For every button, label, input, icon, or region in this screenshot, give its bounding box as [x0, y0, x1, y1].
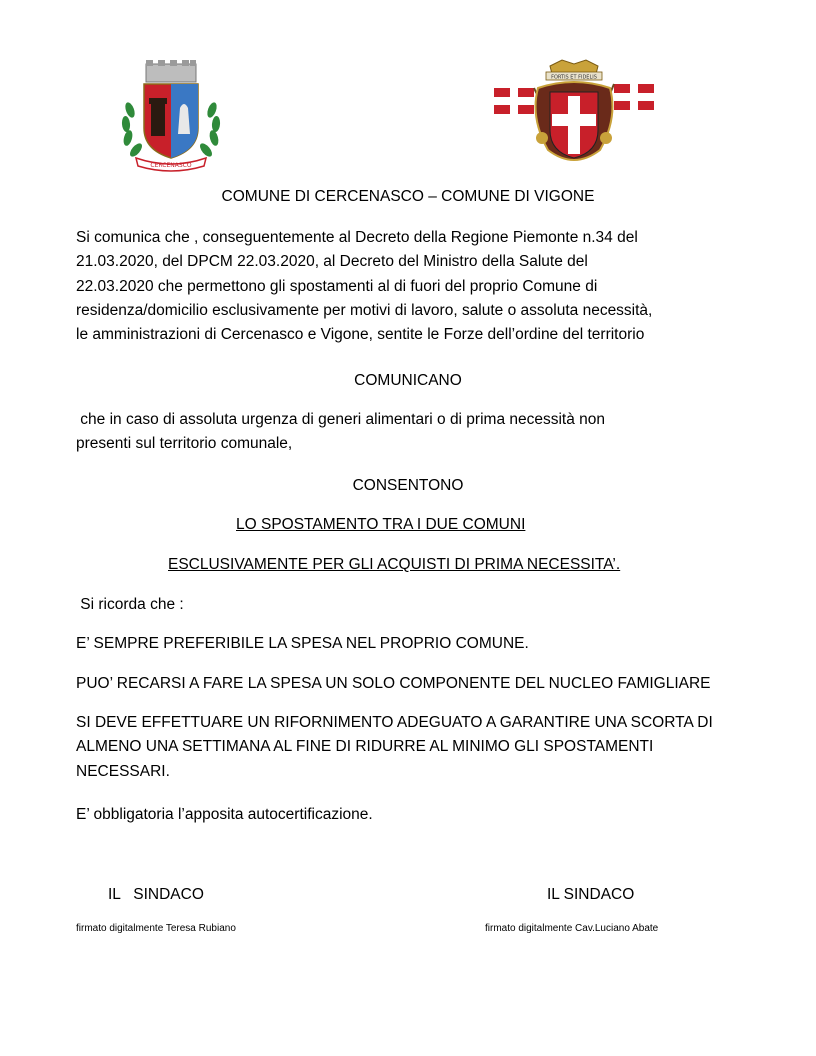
urgency-line: che in caso di assoluta urgenza di generi alimentari o di prima necessità non	[76, 411, 606, 428]
cercenasco-motto: CERCENASCO	[150, 162, 192, 169]
vigone-crest-icon	[490, 58, 658, 170]
rule-single-family-member: PUO’ RECARSI A FARE LA SPESA UN SOLO COMPONENTE DEL NUCLEO FAMIGLIARE	[76, 675, 711, 692]
intro-line: residenza/domicilio esclusivamente per motivi di lavoro, salute o assoluta necessità,	[76, 301, 653, 319]
cercenasco-coat-of-arms	[118, 58, 224, 174]
intro-line: le amministrazioni di Cercenasco e Vigone, sentite le Forze dell’ordine del territorio	[76, 326, 645, 344]
vigone-motto: FORTIS ET FIDELIS	[551, 74, 597, 81]
consentono-heading: CONSENTONO	[352, 477, 464, 494]
rule-weekly-supply	[76, 711, 736, 784]
rule-line: ALMENO UNA SETTIMANA AL FINE DI RIDURRE AL MINIMO GLI SPOSTAMENTI	[76, 738, 654, 756]
rule-line: NECESSARI.	[76, 762, 170, 780]
intro-line: 21.03.2020, del DPCM 22.03.2020, al Decreto del Ministro della Salute del	[76, 253, 588, 271]
reminder-intro: Si ricorda che :	[76, 596, 184, 613]
vigone-coat-of-arms	[490, 58, 658, 170]
certification-note: E’ obbligatoria l’apposita autocertificazione.	[76, 806, 373, 823]
rule-preferable-local-shopping: E’ SEMPRE PREFERIBILE LA SPESA NEL PROPRIO COMUNE.	[76, 635, 529, 652]
left-digital-signature: firmato digitalmente Teresa Rubiano	[76, 923, 236, 934]
intro-paragraph	[76, 226, 736, 347]
rule-line: SI DEVE EFFETTUARE UN RIFORNIMENTO ADEGUATO A GARANTIRE UNA SCORTA DI	[76, 714, 713, 731]
movement-statement: LO SPOSTAMENTO TRA I DUE COMUNI	[236, 516, 526, 533]
intro-line: Si comunica che , conseguentemente al Decreto della Regione Piemonte n.34 del	[76, 229, 638, 246]
right-signature-title: IL SINDACO	[547, 886, 635, 903]
cercenasco-crest-icon	[118, 58, 224, 174]
comunicano-heading: COMUNICANO	[354, 372, 462, 389]
intro-line: 22.03.2020 che permettono gli spostamenti al di fuori del proprio Comune di	[76, 277, 598, 295]
page-title: COMUNE DI CERCENASCO – COMUNE DI VIGONE	[221, 188, 595, 205]
purpose-statement: ESCLUSIVAMENTE PER GLI ACQUISTI DI PRIMA NECESSITA’.	[168, 556, 621, 573]
right-digital-signature: firmato digitalmente Cav.Luciano Abate	[485, 923, 659, 934]
urgency-paragraph	[76, 408, 736, 457]
urgency-line: presenti sul territorio comunale,	[76, 435, 293, 453]
left-signature-title: IL SINDACO	[108, 886, 204, 903]
